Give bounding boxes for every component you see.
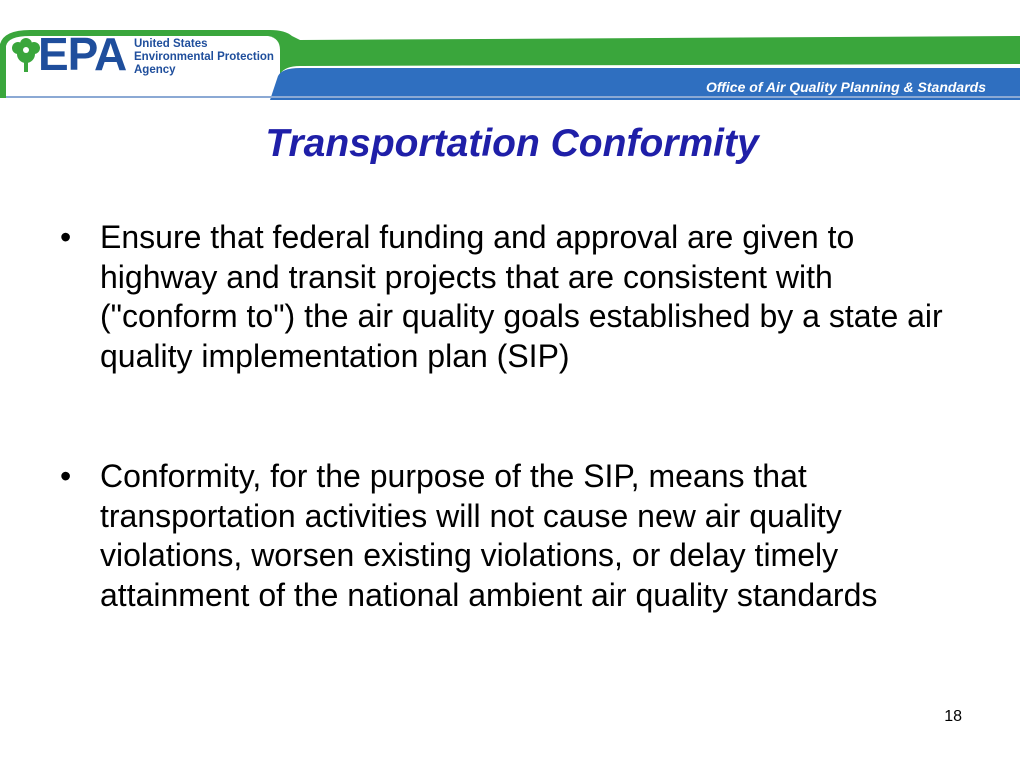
agency-line-2: Environmental Protection: [134, 51, 274, 63]
bullet-list: [56, 218, 956, 615]
bullet-dot-icon: •: [60, 219, 72, 255]
epa-logo-mark: EPA: [38, 28, 127, 80]
page-number: 18: [944, 708, 962, 725]
bullet-text: Conformity, for the purpose of the SIP, means that transportation activities will not cause new air quality violations, worsen existing violations, or delay timely attainment of the national ambient air quality standards: [100, 458, 878, 613]
agency-name: [134, 38, 274, 77]
bullet-item: [56, 218, 956, 376]
bullet-dot-icon: •: [60, 458, 72, 494]
bullet-item: [56, 457, 956, 615]
office-label: Office of Air Quality Planning & Standards: [705, 79, 986, 95]
slide-header: [0, 0, 1024, 110]
slide-title: Transportation Conformity: [265, 122, 759, 165]
agency-line-3: Agency: [134, 64, 176, 76]
agency-line-1: United States: [134, 38, 208, 50]
header-rule: [6, 96, 1020, 98]
bullet-text: Ensure that federal funding and approval are given to highway and transit projects that are consistent with ("conform to") the air quality goals established by a state air quality implementation plan (SIP): [100, 219, 943, 374]
